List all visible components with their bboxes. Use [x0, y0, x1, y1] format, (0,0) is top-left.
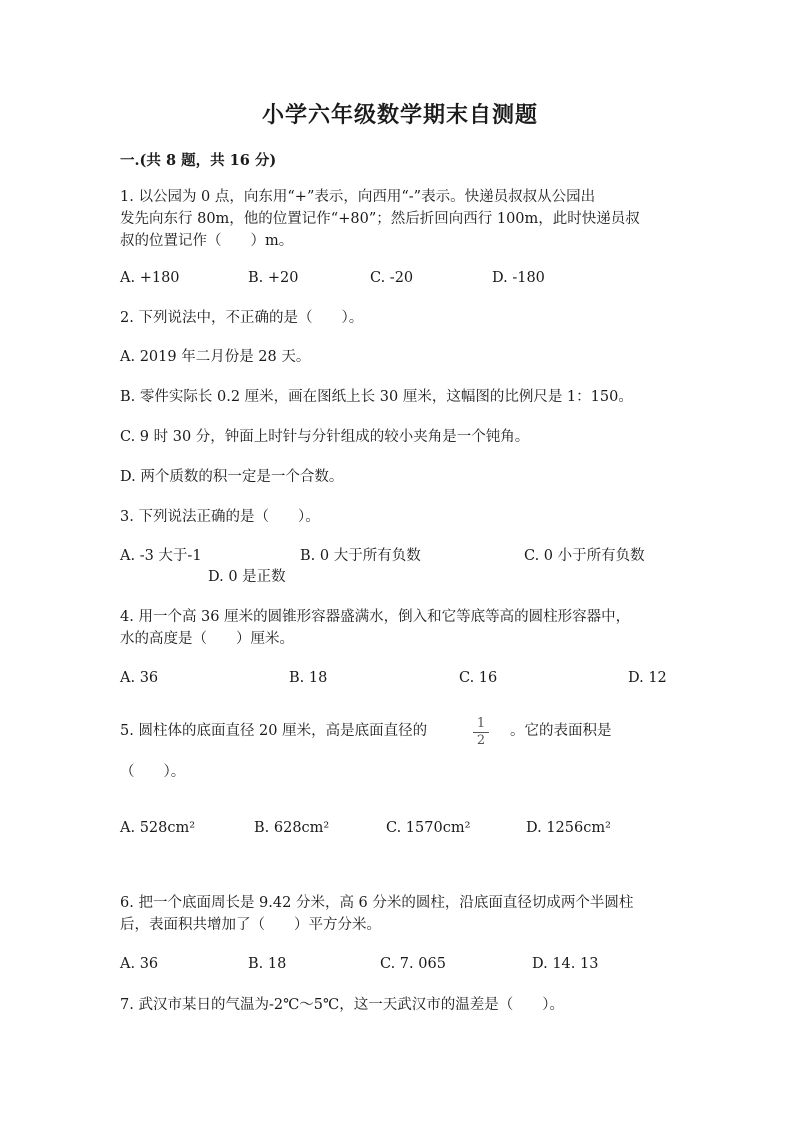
- question-3-option-a: A. -3 大于-1: [120, 548, 202, 564]
- question-4-line-2: 水的高度是（ ）厘米。: [120, 631, 294, 647]
- question-3-option-d: D. 0 是正数: [208, 569, 286, 585]
- question-2-option-a: A. 2019 年二月份是 28 天。: [120, 349, 311, 365]
- fraction-denominator: 2: [476, 733, 486, 748]
- page-title: 小学六年级数学期末自测题: [261, 102, 538, 128]
- question-5-option-d: D. 1256cm²: [526, 820, 611, 836]
- question-4-option-a: A. 36: [120, 670, 159, 686]
- question-4-line-1: 4. 用一个高 36 厘米的圆锥形容器盛满水，倒入和它等底等高的圆柱形容器中，: [120, 609, 631, 625]
- question-2-option-c: C. 9 时 30 分，钟面上时针与分针组成的较小夹角是一个钝角。: [120, 429, 530, 445]
- question-3-option-b: B. 0 大于所有负数: [300, 548, 421, 564]
- question-1-option-b: B. +20: [248, 270, 299, 286]
- question-5-option-a: A. 528cm²: [120, 820, 196, 836]
- question-2-line-1: 2. 下列说法中，不正确的是（ ）。: [120, 310, 364, 326]
- question-1-line-2: 发先向东行 80m，他的位置记作“+80”；然后折回向西行 100m，此时快递员叔: [120, 211, 640, 227]
- question-1-option-c: C. -20: [370, 270, 414, 286]
- question-6-option-c: C. 7. 065: [380, 956, 446, 972]
- question-6-option-d: D. 14. 13: [532, 956, 599, 972]
- section-heading: 一.(共 8 题，共 16 分): [120, 152, 277, 169]
- question-6-line-2: 后，表面积共增加了（ ）平方分米。: [120, 917, 381, 933]
- question-6-option-b: B. 18: [248, 956, 287, 972]
- question-1-option-a: A. +180: [120, 270, 180, 286]
- question-4-option-b: B. 18: [289, 670, 328, 686]
- question-1-line-1: 1. 以公园为 0 点，向东用“+”表示，向西用“-”表示。快递员叔叔从公园出: [120, 189, 596, 205]
- question-6-line-1: 6. 把一个底面周长是 9.42 分米，高 6 分米的圆柱，沿底面直径切成两个半圆柱: [120, 895, 634, 911]
- question-4-option-d: D. 12: [628, 670, 667, 686]
- question-3-line-1: 3. 下列说法正确的是（ ）。: [120, 509, 320, 525]
- question-5-line-1: 5. 圆柱体的底面直径 20 厘米，高是底面直径的: [120, 723, 428, 739]
- question-5-option-c: C. 1570cm²: [386, 820, 471, 836]
- question-1-option-d: D. -180: [492, 270, 545, 286]
- question-4-option-c: C. 16: [459, 670, 498, 686]
- question-5-line-2: （ ）。: [120, 764, 186, 780]
- question-6-option-a: A. 36: [120, 956, 159, 972]
- question-2-option-b: B. 零件实际长 0.2 厘米，画在图纸上长 30 厘米，这幅图的比例尺是 1：150。: [120, 389, 633, 405]
- question-1-line-3: 叔的位置记作（ ）m。: [120, 233, 294, 249]
- question-7-line-1: 7. 武汉市某日的气温为-2℃～5℃，这一天武汉市的温差是（ ）。: [120, 997, 564, 1013]
- question-3-option-c: C. 0 小于所有负数: [524, 548, 645, 564]
- question-5-line-1-tail: 。它的表面积是: [510, 723, 612, 739]
- question-5-option-b: B. 628cm²: [254, 820, 330, 836]
- fraction-numerator: 1: [476, 716, 486, 731]
- fraction-one-half: [470, 716, 492, 749]
- question-2-option-d: D. 两个质数的积一定是一个合数。: [120, 469, 344, 485]
